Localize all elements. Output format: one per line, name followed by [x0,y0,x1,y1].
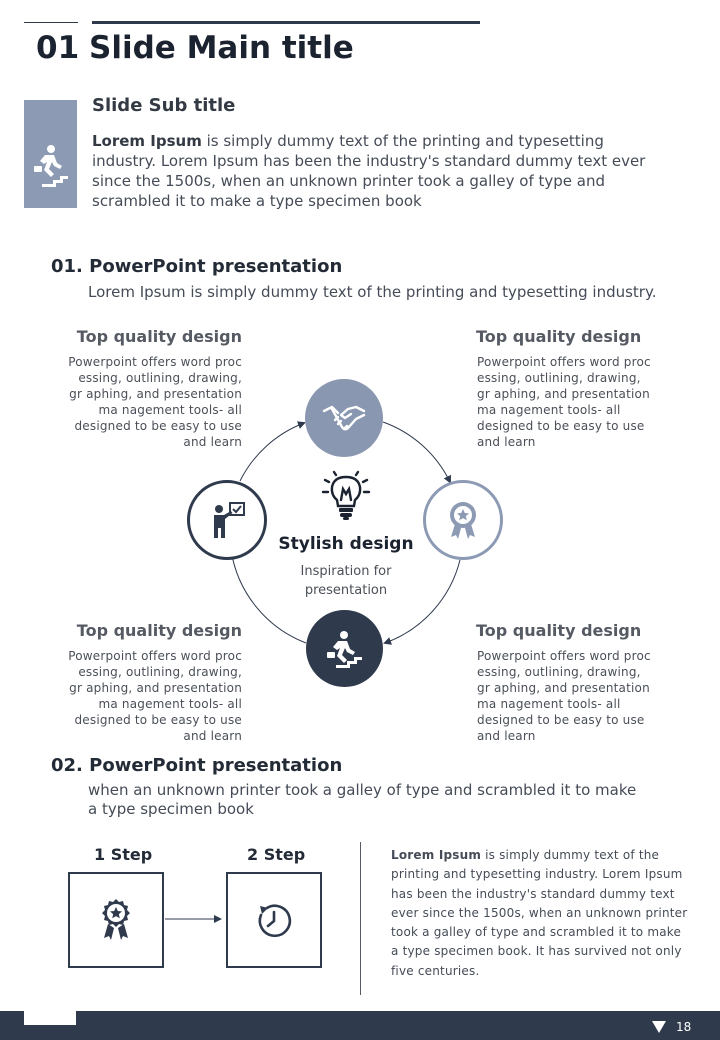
step1-box [68,872,164,968]
vertical-divider [360,842,361,995]
subtitle-lead: Lorem Ipsum [92,132,202,150]
subtitle-text: is simply dummy text of the printing and typesetting industry. Lorem Ipsum has been the industry's standard dummy text ever since the 1500s, when an unknown printer took a galley of type and scrambled it to make a type specimen book [92,132,646,210]
step1-label: 1 Step [94,845,153,864]
cycle-node-top [305,379,383,457]
center-subtitle: Inspiration for presentation [300,564,392,598]
lightbulb-icon [320,470,372,522]
award-ribbon-icon [446,500,480,540]
step2-box [226,872,322,968]
detail-text: is simply dummy text of the printing and typesetting industry. Lorem Ipsum has been the industry's standard dummy text ever since the 1500s, when an unknown printer took a galley of type and scrambled it to make a type specimen book. It has survived not only five centuries. [391,848,688,978]
cycle-node-left [187,480,267,560]
footer-tab [24,1006,76,1025]
detail-paragraph [391,846,691,981]
quadrant-top-left-text: Powerpoint offers word proc essing, outlining, drawing, gr aphing, and presentation ma nagement tools- all designed to be easy to use and learn [68,355,242,449]
center-bulb [320,470,372,526]
section2-text: when an unknown printer took a galley of type and scrambled it to make a type specimen book [88,781,637,818]
page-number: 18 [676,1020,692,1034]
quadrant-top-right-title: Top quality design [476,327,642,346]
section1-title: 01. PowerPoint presentation [51,256,343,277]
quadrant-bottom-right-title: Top quality design [476,621,642,640]
handshake-icon [322,401,366,435]
quadrant-top-left-title: Top quality design [76,327,242,346]
quadrant-top-right-text: Powerpoint offers word proc essing, outlining, drawing, gr aphing, and presentation ma nagement tools- all designed to be easy to use and learn [477,355,651,449]
running-stairs-icon [326,629,364,669]
step-arrow [164,910,226,930]
section2-title: 02. PowerPoint presentation [51,755,343,776]
cycle-node-right [423,480,503,560]
quadrant-bottom-right-text: Powerpoint offers word proc essing, outlining, drawing, gr aphing, and presentation ma nagement tools- all designed to be easy to use and learn [477,649,651,743]
cycle-node-bottom [306,610,383,687]
detail-lead: Lorem Ipsum [391,848,482,862]
award-ribbon-icon [99,898,133,942]
triangle-down-icon [651,1020,667,1034]
quadrant-bottom-left-text: Powerpoint offers word proc essing, outlining, drawing, gr aphing, and presentation ma nagement tools- all designed to be easy to use and learn [68,649,242,743]
center-title: Stylish design [278,534,414,554]
slide-main-title: Slide Main title [89,30,354,66]
footer-bar [0,1011,720,1040]
arrow-top-to-right [383,422,450,482]
step2-label: 2 Step [247,845,306,864]
presenter-board-icon [207,500,247,540]
refresh-clock-icon [253,899,295,941]
slide-sub-title: Slide Sub title [92,95,236,116]
section1-text: Lorem Ipsum is simply dummy text of the printing and typesetting industry. [88,283,657,301]
slide-number: 01 [36,30,80,66]
quadrant-bottom-left-title: Top quality design [76,621,242,640]
arrow-left-to-top [240,423,304,481]
